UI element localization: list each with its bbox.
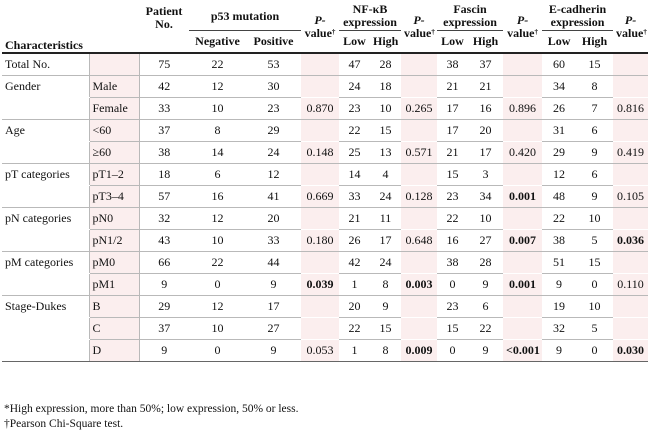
cell-neg: 22	[189, 252, 246, 274]
p-value-cell	[301, 296, 339, 318]
cell-eh: 15	[576, 252, 613, 274]
p-value-cell: 0.870	[301, 98, 339, 120]
cell-eh: 9	[576, 186, 613, 208]
p-value-cell: 0.053	[301, 340, 339, 362]
p-value-cell	[401, 53, 437, 76]
cell-neg: 16	[189, 186, 246, 208]
cell-pos: 23	[246, 98, 301, 120]
p-value-cell	[301, 53, 339, 76]
cell-eh: 10	[576, 208, 613, 230]
row-category-label: pT1–2	[89, 164, 139, 186]
cell-n: 75	[139, 53, 189, 76]
cell-nl: 47	[339, 53, 370, 76]
row-group-label: pT categories	[5, 167, 70, 181]
cell-fl: 21	[437, 76, 468, 98]
table-row	[2, 274, 648, 296]
row-group-label	[2, 318, 89, 340]
cell-fl: 15	[437, 318, 468, 340]
p-value-cell: 0.420	[503, 142, 542, 164]
cell-nh: 18	[370, 76, 401, 98]
cell-eh: 0	[576, 274, 613, 296]
cell-nl: 25	[339, 142, 370, 164]
cell-fl: 0	[437, 274, 468, 296]
cell-fh: 10	[468, 208, 503, 230]
characteristics-table	[2, 2, 648, 362]
cell-pos: 24	[246, 142, 301, 164]
row-category-label	[89, 53, 139, 76]
cell-nh: 13	[370, 142, 401, 164]
table-row	[2, 53, 648, 76]
row-group-label: pN categories	[5, 211, 72, 225]
header-positive: Positive	[246, 31, 301, 54]
cell-el: 38	[542, 230, 576, 252]
p-value-cell: 0.036	[613, 230, 648, 252]
p-value-cell	[301, 164, 339, 186]
cell-fh: 17	[468, 142, 503, 164]
header-patient-no: Patient No.	[139, 2, 189, 53]
header-characteristics: Characteristics	[2, 2, 89, 53]
p-value-cell: <0.001	[503, 340, 542, 362]
footnote-chi-square: †Pearson Chi-Square test.	[4, 418, 124, 430]
header-p-value-4: P- value†	[613, 2, 648, 53]
cell-el: 22	[542, 208, 576, 230]
row-group-label	[2, 340, 89, 362]
cell-el: 12	[542, 164, 576, 186]
cell-fh: 22	[468, 318, 503, 340]
row-category-label: B	[89, 296, 139, 318]
row-group-label	[2, 186, 89, 208]
cell-fl: 38	[437, 252, 468, 274]
cell-nh: 24	[370, 252, 401, 274]
cell-fl: 16	[437, 230, 468, 252]
p-value-cell	[401, 318, 437, 340]
cell-nh: 8	[370, 340, 401, 362]
table-row	[2, 296, 648, 318]
cell-nl: 24	[339, 76, 370, 98]
cell-n: 33	[139, 98, 189, 120]
header-row-1	[2, 2, 648, 31]
cell-fh: 6	[468, 296, 503, 318]
p-value-cell: 0.180	[301, 230, 339, 252]
cell-n: 18	[139, 164, 189, 186]
cell-pos: 9	[246, 274, 301, 296]
cell-n: 57	[139, 186, 189, 208]
cell-nl: 14	[339, 164, 370, 186]
p-value-cell	[401, 76, 437, 98]
table-row	[2, 76, 648, 98]
row-category-label: pN0	[89, 208, 139, 230]
cell-el: 34	[542, 76, 576, 98]
row-category-label: C	[89, 318, 139, 340]
table-row	[2, 252, 648, 274]
cell-nh: 8	[370, 274, 401, 296]
cell-pos: 20	[246, 208, 301, 230]
cell-eh: 10	[576, 296, 613, 318]
cell-neg: 12	[189, 76, 246, 98]
cell-neg: 22	[189, 53, 246, 76]
cell-nl: 20	[339, 296, 370, 318]
cell-el: 32	[542, 318, 576, 340]
cell-eh: 6	[576, 120, 613, 142]
cell-nh: 11	[370, 208, 401, 230]
p-value-cell	[503, 252, 542, 274]
p-value-cell	[401, 252, 437, 274]
table-row	[2, 340, 648, 362]
row-category-label: pM1	[89, 274, 139, 296]
cell-neg: 0	[189, 274, 246, 296]
p-value-cell: 0.105	[613, 186, 648, 208]
p-value-cell	[401, 296, 437, 318]
table-row	[2, 98, 648, 120]
header-ecadherin-high: High	[576, 31, 613, 54]
p-value-cell: 0.110	[613, 274, 648, 296]
cell-nl: 26	[339, 230, 370, 252]
p-value-cell: 0.007	[503, 230, 542, 252]
cell-n: 9	[139, 274, 189, 296]
row-category-label: Female	[89, 98, 139, 120]
cell-neg: 14	[189, 142, 246, 164]
cell-n: 38	[139, 142, 189, 164]
p-value-cell	[503, 76, 542, 98]
cell-neg: 12	[189, 296, 246, 318]
row-group-label	[2, 274, 89, 296]
cell-fh: 20	[468, 120, 503, 142]
cell-el: 31	[542, 120, 576, 142]
cell-fl: 17	[437, 98, 468, 120]
cell-neg: 10	[189, 318, 246, 340]
p-value-cell	[613, 296, 648, 318]
cell-fh: 9	[468, 340, 503, 362]
header-nfkb-high: High	[370, 31, 401, 54]
p-value-cell	[613, 53, 648, 76]
cell-pos: 33	[246, 230, 301, 252]
cell-n: 9	[139, 340, 189, 362]
p-value-cell: 0.571	[401, 142, 437, 164]
cell-nh: 17	[370, 230, 401, 252]
header-p-value-3: P- value†	[503, 2, 542, 53]
p-value-cell	[613, 76, 648, 98]
p-value-cell	[613, 164, 648, 186]
cell-fh: 9	[468, 274, 503, 296]
cell-nl: 42	[339, 252, 370, 274]
cell-pos: 29	[246, 120, 301, 142]
row-category-label: D	[89, 340, 139, 362]
cell-eh: 7	[576, 98, 613, 120]
row-category-label: Male	[89, 76, 139, 98]
p-value-cell: 0.001	[503, 274, 542, 296]
cell-neg: 0	[189, 340, 246, 362]
cell-pos: 30	[246, 76, 301, 98]
cell-fl: 23	[437, 296, 468, 318]
cell-fl: 15	[437, 164, 468, 186]
cell-fl: 21	[437, 142, 468, 164]
table-row	[2, 208, 648, 230]
header-fascin-high: High	[468, 31, 503, 54]
cell-nl: 22	[339, 318, 370, 340]
p-value-cell	[503, 53, 542, 76]
cell-el: 9	[542, 340, 576, 362]
cell-nl: 22	[339, 120, 370, 142]
row-group-label	[2, 98, 89, 120]
p-value-cell: 0.669	[301, 186, 339, 208]
row-group-label	[2, 142, 89, 164]
cell-fh: 21	[468, 76, 503, 98]
p-value-cell	[401, 208, 437, 230]
p-value-cell: 0.816	[613, 98, 648, 120]
cell-nl: 1	[339, 274, 370, 296]
header-p53-mutation: p53 mutation	[189, 2, 301, 31]
cell-pos: 27	[246, 318, 301, 340]
cell-pos: 9	[246, 340, 301, 362]
cell-n: 37	[139, 318, 189, 340]
footnotes	[4, 402, 298, 432]
p-value-cell	[503, 164, 542, 186]
cell-pos: 53	[246, 53, 301, 76]
header-ecadherin-expression: E-cadherin expression	[542, 2, 613, 31]
cell-fl: 17	[437, 120, 468, 142]
cell-fh: 37	[468, 53, 503, 76]
cell-fl: 23	[437, 186, 468, 208]
header-fascin-low: Low	[437, 31, 468, 54]
p-value-cell	[301, 252, 339, 274]
cell-nh: 9	[370, 296, 401, 318]
row-group-label: Total No.	[2, 53, 89, 76]
cell-fl: 22	[437, 208, 468, 230]
cell-neg: 10	[189, 230, 246, 252]
table-row	[2, 318, 648, 340]
cell-eh: 5	[576, 318, 613, 340]
table-row	[2, 120, 648, 142]
cell-el: 51	[542, 252, 576, 274]
cell-fl: 38	[437, 53, 468, 76]
p-value-cell	[503, 318, 542, 340]
p-value-cell: 0.001	[503, 186, 542, 208]
cell-pos: 41	[246, 186, 301, 208]
p-value-cell: 0.039	[301, 274, 339, 296]
cell-el: 60	[542, 53, 576, 76]
cell-fh: 28	[468, 252, 503, 274]
table-body	[2, 53, 648, 362]
row-group-label	[2, 230, 89, 252]
row-group-label: Age	[5, 123, 25, 137]
p-value-cell	[503, 296, 542, 318]
row-category-label: <60	[89, 120, 139, 142]
p-value-cell	[613, 318, 648, 340]
p-value-cell: 0.896	[503, 98, 542, 120]
cell-nl: 23	[339, 98, 370, 120]
cell-n: 66	[139, 252, 189, 274]
cell-nl: 33	[339, 186, 370, 208]
table-row	[2, 186, 648, 208]
cell-el: 26	[542, 98, 576, 120]
cell-eh: 15	[576, 53, 613, 76]
p-value-cell	[301, 208, 339, 230]
cell-eh: 8	[576, 76, 613, 98]
header-p-value-1: P- value†	[301, 2, 339, 53]
cell-neg: 6	[189, 164, 246, 186]
cell-n: 37	[139, 120, 189, 142]
cell-fh: 27	[468, 230, 503, 252]
cell-pos: 44	[246, 252, 301, 274]
row-category-label: pM0	[89, 252, 139, 274]
cell-nh: 24	[370, 186, 401, 208]
cell-nh: 15	[370, 120, 401, 142]
table-row	[2, 164, 648, 186]
p-value-cell	[503, 120, 542, 142]
cell-nh: 10	[370, 98, 401, 120]
p-value-cell	[301, 76, 339, 98]
cell-pos: 17	[246, 296, 301, 318]
cell-nh: 15	[370, 318, 401, 340]
p-value-cell: 0.265	[401, 98, 437, 120]
cell-fh: 34	[468, 186, 503, 208]
cell-neg: 8	[189, 120, 246, 142]
row-category-label: pN1/2	[89, 230, 139, 252]
p-value-cell	[301, 318, 339, 340]
cell-eh: 6	[576, 164, 613, 186]
cell-n: 42	[139, 76, 189, 98]
header-p-value-2: P- value†	[401, 2, 437, 53]
p-value-cell	[503, 208, 542, 230]
p-value-cell	[613, 120, 648, 142]
cell-el: 9	[542, 274, 576, 296]
header-nfkb-expression: NF-κB expression	[339, 2, 401, 31]
cell-eh: 0	[576, 340, 613, 362]
p-value-cell: 0.648	[401, 230, 437, 252]
p-value-cell: 0.030	[613, 340, 648, 362]
table-row	[2, 230, 648, 252]
header-nfkb-low: Low	[339, 31, 370, 54]
cell-eh: 9	[576, 142, 613, 164]
p-value-cell: 0.128	[401, 186, 437, 208]
p-value-cell	[401, 164, 437, 186]
cell-n: 29	[139, 296, 189, 318]
cell-eh: 5	[576, 230, 613, 252]
row-group-label: pM categories	[5, 255, 74, 269]
row-group-label: Gender	[5, 79, 41, 93]
cell-nh: 28	[370, 53, 401, 76]
row-category-label: pT3–4	[89, 186, 139, 208]
header-ecadherin-low: Low	[542, 31, 576, 54]
cell-neg: 10	[189, 98, 246, 120]
table-row	[2, 142, 648, 164]
row-category-label: ≥60	[89, 142, 139, 164]
cell-el: 19	[542, 296, 576, 318]
footnote-expression-threshold: *High expression, more than 50%; low expression, 50% or less.	[4, 403, 299, 415]
cell-neg: 12	[189, 208, 246, 230]
row-group-label: Stage-Dukes	[5, 299, 67, 313]
cell-pos: 12	[246, 164, 301, 186]
cell-nh: 4	[370, 164, 401, 186]
p-value-cell: 0.003	[401, 274, 437, 296]
p-value-cell	[301, 120, 339, 142]
p-value-cell: 0.419	[613, 142, 648, 164]
cell-nl: 1	[339, 340, 370, 362]
p-value-cell	[613, 252, 648, 274]
cell-el: 48	[542, 186, 576, 208]
p-value-cell	[401, 120, 437, 142]
p-value-cell: 0.148	[301, 142, 339, 164]
cell-fh: 3	[468, 164, 503, 186]
cell-n: 43	[139, 230, 189, 252]
cell-nl: 21	[339, 208, 370, 230]
header-fascin-expression: Fascin expression	[437, 2, 503, 31]
cell-fh: 16	[468, 98, 503, 120]
p-value-cell: 0.009	[401, 340, 437, 362]
p-value-cell	[613, 208, 648, 230]
cell-n: 32	[139, 208, 189, 230]
cell-el: 29	[542, 142, 576, 164]
cell-fl: 0	[437, 340, 468, 362]
header-negative: Negative	[189, 31, 246, 54]
